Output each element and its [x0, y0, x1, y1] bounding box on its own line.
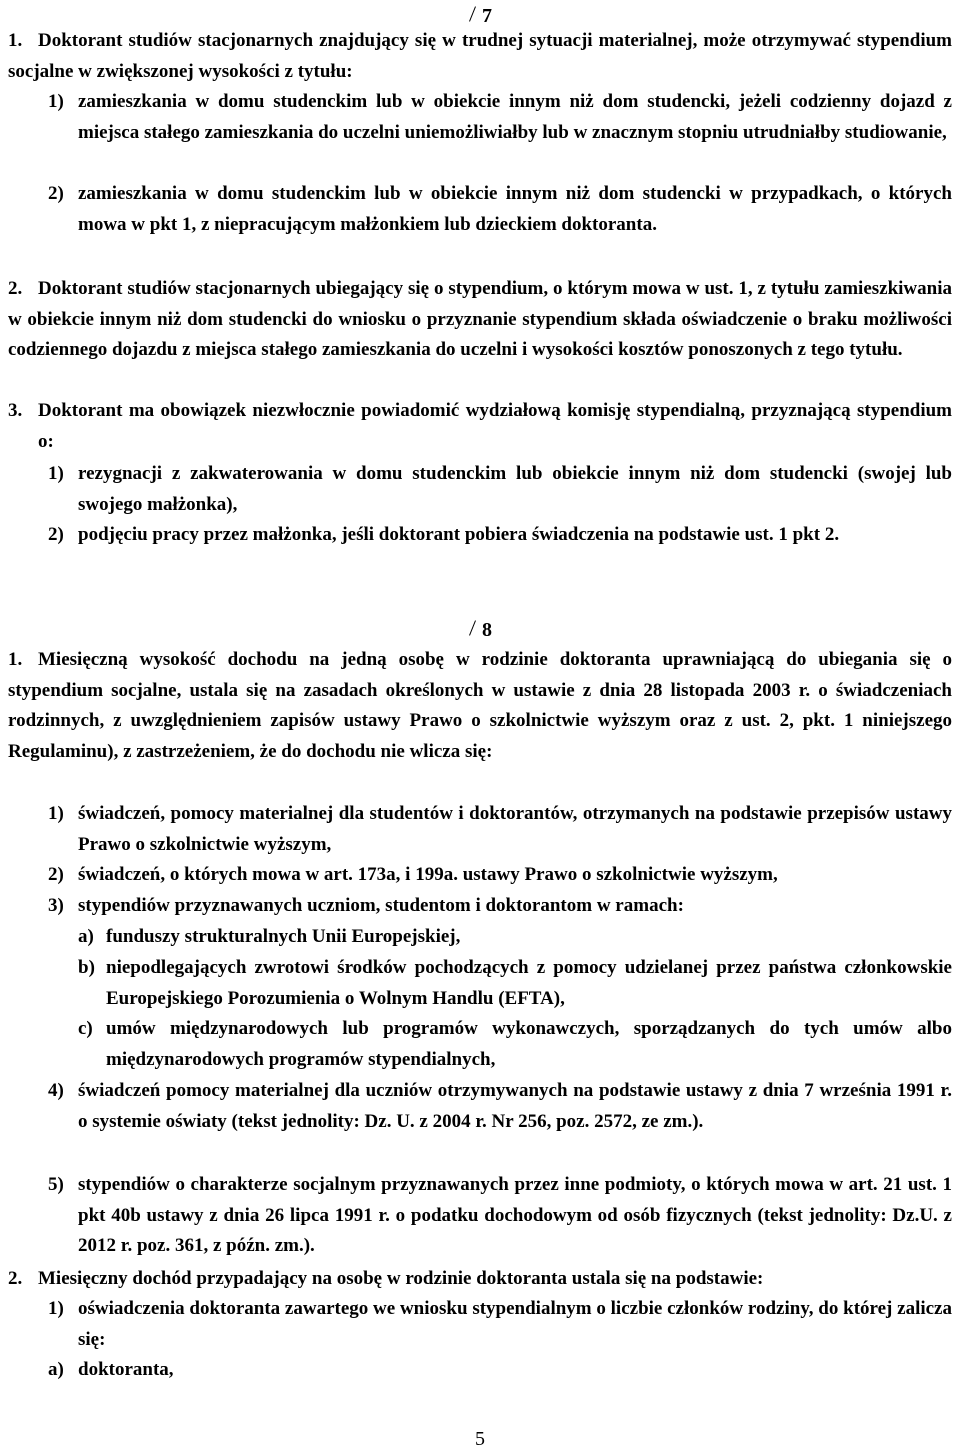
- s7-p3-item-2: 2) podjęciu pracy przez małżonka, jeśli doktorant pobiera świadczenia na podstawie ust. 1 pkt 2.: [48, 520, 952, 551]
- s7-p1-item-2-text: zamieszkania w domu studenckim lub w obiekcie innym niż dom studencki w przypadkach, o których mowa w pkt 1, z niepracującym małżonkiem lub dzieckiem doktoranta.: [78, 183, 952, 235]
- s8-item-3: 3) stypendiów przyznawanych uczniom, studentom i doktorantom w ramach:: [48, 891, 952, 922]
- section-sign-icon: [468, 618, 478, 636]
- section-heading-7: 7: [0, 4, 960, 28]
- s8-item-3c-text: umów międzynarodowych lub programów wykonawczych, sporządzanych do tych umów albo międzynarodowych programów stypendialnych,: [106, 1018, 952, 1070]
- s7-p1-item-2: 2) zamieszkania w domu studenckim lub w obiekcie innym niż dom studencki w przypadkach, o których mowa w pkt 1, z niepracującym małżonkiem lub dzieckiem doktoranta.: [48, 179, 952, 240]
- s8-item-1: 1) świadczeń, pomocy materialnej dla studentów i doktorantów, otrzymanych na podstawie przepisów ustawy Prawo o szkolnictwie wyższym,: [48, 799, 952, 860]
- s8-item-3a-text: funduszy strukturalnych Unii Europejskiej,: [106, 926, 461, 947]
- s7-paragraph-1: 1. Doktorant studiów stacjonarnych znajdujący się w trudnej sytuacji materialnej, może otrzymywać stypendium socjalne w zwiększonej wysokości z tytułu:: [8, 26, 952, 87]
- s7-p3-item-1-text: rezygnacji z zakwaterowania w domu studenckim lub obiekcie innym niż dom studencki (swojej lub swojego małżonka),: [78, 463, 952, 515]
- s8-item-3a: a) funduszy strukturalnych Unii Europejskiej,: [78, 922, 952, 953]
- s7-paragraph-2: 2. Doktorant studiów stacjonarnych ubiegający się o stypendium, o którym mowa w ust. 1, z tytułu zamieszkiwania w obiekcie innym niż dom studencki do wniosku o przyznanie stypendium składa oświadczenie o braku możliwości codziennego dojazdu z miejsca stałego zamieszkania do uczelni i wysokości kosztów ponoszonych z tego tytułu.: [8, 274, 952, 366]
- s8-paragraph-1-text: Miesięczną wysokość dochodu na jedną osobę w rodzinie doktoranta uprawniającą do ubiegania się o stypendium socjalne, ustala się na zasadach określonych w ustawie z dnia 28 listopada 2003 r. o świadczeniach rodzinnych, z uwzględnieniem zapisów ustawy Prawo o szkolnictwie wyższym oraz z ust. 2, pkt. 1 niniejszego Regulaminu), z zastrzeżeniem, że do dochodu nie wlicza się:: [8, 649, 952, 762]
- s7-p1-item-1-text: zamieszkania w domu studenckim lub w obiekcie innym niż dom studencki, jeżeli codzienny dojazd z miejsca stałego zamieszkania do uczelni uniemożliwiałby lub w znacznym stopniu utrudniałby studiowanie,: [78, 91, 952, 143]
- s8-item-2: 2) świadczeń, o których mowa w art. 173a, i 199a. ustawy Prawo o szkolnictwie wyższym,: [48, 860, 952, 891]
- s7-paragraph-2-text: Doktorant studiów stacjonarnych ubiegający się o stypendium, o którym mowa w ust. 1, z tytułu zamieszkiwania w obiekcie innym niż dom studencki do wniosku o przyznanie stypendium składa oświadczenie o braku możliwości codziennego dojazdu z miejsca stałego zamieszkania do uczelni i wysokości kosztów ponoszonych z tego tytułu.: [8, 278, 952, 360]
- s7-paragraph-1-text: Doktorant studiów stacjonarnych znajdujący się w trudnej sytuacji materialnej, może otrzymywać stypendium socjalne w zwiększonej wysokości z tytułu:: [8, 30, 952, 82]
- s8-p2-item-1-text: oświadczenia doktoranta zawartego we wniosku stypendialnym o liczbie członków rodziny, do której zalicza się:: [78, 1298, 952, 1350]
- s8-item-3b: b) niepodlegających zwrotowi środków pochodzących z pomocy udzielanej przez państwa członkowskie Europejskiego Porozumienia o Wolnym Handlu (EFTA),: [78, 953, 952, 1014]
- s8-item-1-text: świadczeń, pomocy materialnej dla studentów i doktorantów, otrzymanych na podstawie przepisów ustawy Prawo o szkolnictwie wyższym,: [78, 803, 952, 855]
- page-number: 5: [475, 1428, 485, 1450]
- s8-item-4-text: świadczeń pomocy materialnej dla uczniów otrzymywanych na podstawie ustawy z dnia 7 września 1991 r. o systemie oświaty (tekst jednolity: Dz. U. z 2004 r. Nr 256, poz. 2572, ze zm.).: [78, 1080, 952, 1132]
- s7-paragraph-3-text: Doktorant ma obowiązek niezwłocznie powiadomić wydziałową komisję stypendialną, przyznającą stypendium o:: [38, 400, 952, 452]
- s7-paragraph-3: 3. Doktorant ma obowiązek niezwłocznie powiadomić wydziałową komisję stypendialną, przyznającą stypendium o:: [8, 396, 952, 457]
- s8-item-3-text: stypendiów przyznawanych uczniom, studentom i doktorantom w ramach:: [78, 895, 684, 916]
- section-sign-icon: [468, 4, 478, 22]
- s7-p3-item-1: 1) rezygnacji z zakwaterowania w domu studenckim lub obiekcie innym niż dom studencki (swojej lub swojego małżonka),: [48, 459, 952, 520]
- s8-item-4: 4) świadczeń pomocy materialnej dla uczniów otrzymywanych na podstawie ustawy z dnia 7 września 1991 r. o systemie oświaty (tekst jednolity: Dz. U. z 2004 r. Nr 256, poz. 2572, ze zm.).: [48, 1076, 952, 1137]
- s8-p2-item-1: 1) oświadczenia doktoranta zawartego we wniosku stypendialnym o liczbie członków rodziny, do której zalicza się:: [48, 1294, 952, 1355]
- s8-paragraph-2-text: Miesięczny dochód przypadający na osobę w rodzinie doktoranta ustala się na podstawie:: [38, 1268, 764, 1289]
- s7-p1-item-1: 1) zamieszkania w domu studenckim lub w obiekcie innym niż dom studencki, jeżeli codzienny dojazd z miejsca stałego zamieszkania do uczelni uniemożliwiałby lub w znacznym stopniu utrudniałby studiowanie,: [48, 87, 952, 148]
- s8-item-5: 5) stypendiów o charakterze socjalnym przyznawanych przez inne podmioty, o których mowa w art. 21 ust. 1 pkt 40b ustawy z dnia 26 lipca 1991 r. o podatku dochodowym od osób fizycznych (tekst jednolity: Dz.U. z 2012 r. poz. 361, z późn. zm.).: [48, 1170, 952, 1262]
- s8-item-5-text: stypendiów o charakterze socjalnym przyznawanych przez inne podmioty, o których mowa w art. 21 ust. 1 pkt 40b ustawy z dnia 26 lipca 1991 r. o podatku dochodowym od osób fizycznych (tekst jednolity: Dz.U. z 2012 r. poz. 361, z późn. zm.).: [78, 1174, 952, 1256]
- s8-item-3c: c) umów międzynarodowych lub programów wykonawczych, sporządzanych do tych umów albo międzynarodowych programów stypendialnych,: [78, 1014, 952, 1075]
- s8-p2-item-1a-text: doktoranta,: [78, 1359, 174, 1380]
- section-heading-8: 8: [0, 618, 960, 642]
- s8-paragraph-2: 2. Miesięczny dochód przypadający na osobę w rodzinie doktoranta ustala się na podstawie:: [8, 1264, 952, 1295]
- s8-item-2-text: świadczeń, o których mowa w art. 173a, i 199a. ustawy Prawo o szkolnictwie wyższym,: [78, 864, 778, 885]
- s8-paragraph-1: 1. Miesięczną wysokość dochodu na jedną osobę w rodzinie doktoranta uprawniającą do ubiegania się o stypendium socjalne, ustala się na zasadach określonych w ustawie z dnia 28 listopada 2003 r. o świadczeniach rodzinnych, z uwzględnieniem zapisów ustawy Prawo o szkolnictwie wyższym oraz z ust. 2, pkt. 1 niniejszego Regulaminu), z zastrzeżeniem, że do dochodu nie wlicza się:: [8, 645, 952, 767]
- s8-item-3b-text: niepodlegających zwrotowi środków pochodzących z pomocy udzielanej przez państwa członkowskie Europejskiego Porozumienia o Wolnym Handlu (EFTA),: [106, 957, 952, 1009]
- s7-p3-item-2-text: podjęciu pracy przez małżonka, jeśli doktorant pobiera świadczenia na podstawie ust. 1 pkt 2.: [78, 524, 840, 545]
- s8-p2-item-1a: a) doktoranta,: [48, 1355, 952, 1386]
